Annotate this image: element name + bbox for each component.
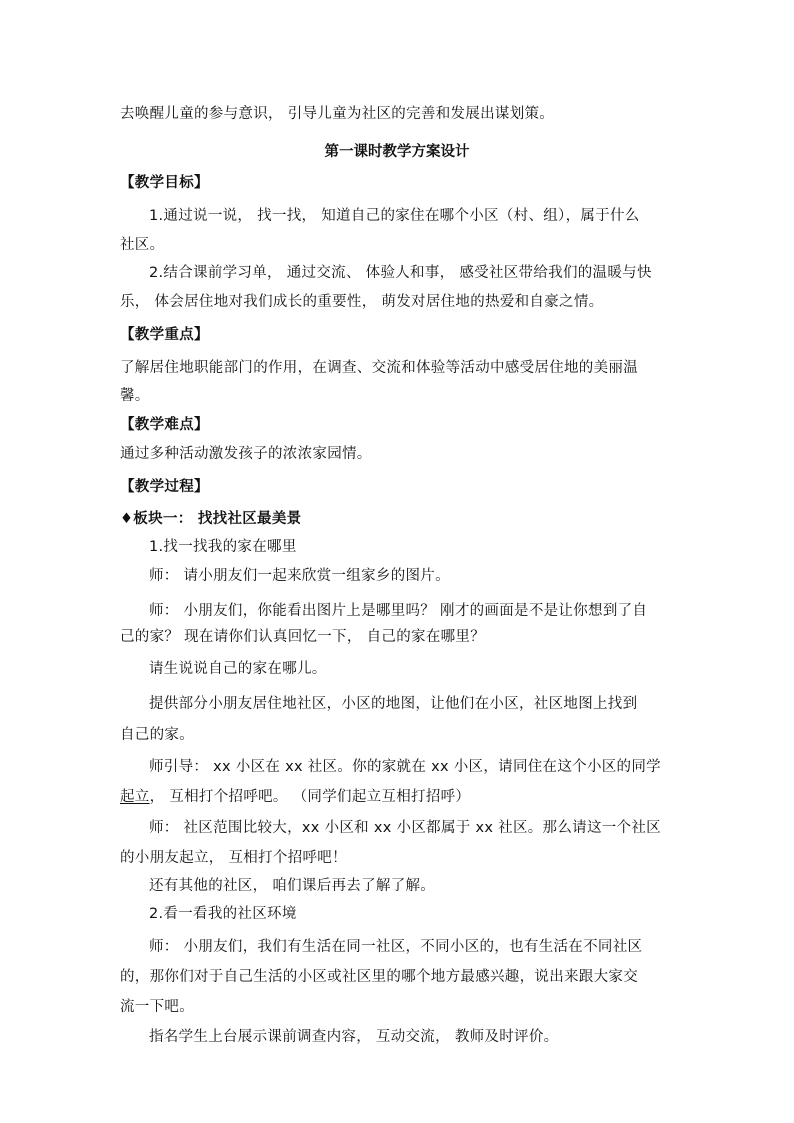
teacher-line-6c: 流一下吧。 [120, 999, 194, 1015]
teacher-guide-line-2 [120, 787, 470, 807]
teacher-line-6b: 的，那你们对于自己生活的小区或社区里的哪个地方最感兴趣，说出来跟大家交 [120, 969, 638, 985]
step-2-title: 2.看一看我的社区环境 [149, 906, 297, 922]
teacher-line-2b: 己的家？ 现在请你们认真回忆一下， 自己的家在哪里？ [120, 629, 486, 645]
teacher-guide-line-2-rest: ， 互相打个招呼吧。 （同学们起立互相打招呼） [149, 789, 471, 805]
teacher-line-6a: 师： 小朋友们，我们有生活在同一社区，不同小区的，也有生活在不同社区 [149, 939, 643, 955]
goal-1-line-2: 社区。 [120, 237, 165, 253]
difficulties-line-1: 通过多种活动激发孩子的浓浓家园情。 [120, 446, 372, 462]
teacher-line-2a: 师： 小朋友们，你能看出图片上是哪里吗？ 刚才的画面是不是让你想到了自 [149, 603, 648, 619]
teacher-guide-line-1: 师引导： xx 小区在 xx 社区。你的家就在 xx 小区，请同住在这个小区的同学 [149, 759, 661, 775]
key-points-line-1: 了解居住地职能部门的作用，在调查、交流和体验等活动中感受居住地的美丽温 [120, 360, 638, 376]
student-line-1: 请生说说自己的家在哪儿。 [149, 661, 327, 677]
process-heading: 【教学过程】 [120, 479, 209, 495]
presentation-line: 指名学生上台展示课前调查内容， 互动交流， 教师及时评价。 [149, 1029, 559, 1045]
stand-up-underlined: 起立 [120, 789, 150, 805]
provide-line-2: 自己的家。 [120, 727, 194, 743]
difficulties-heading: 【教学难点】 [120, 417, 209, 433]
lesson-title: 第一课时教学方案设计 [324, 144, 470, 160]
provide-line-1: 提供部分小朋友居住地社区，小区的地图，让他们在小区，社区地图上找到 [149, 696, 638, 712]
goals-heading: 【教学目标】 [120, 175, 209, 191]
teacher-line-1: 师： 请小朋友们一起来欣赏一组家乡的图片。 [149, 568, 450, 584]
goal-2-line-1: 2.结合课前学习单， 通过交流、 体验人和事， 感受社区带给我们的温暖与快 [149, 265, 652, 281]
intro-line: 去唤醒儿童的参与意识， 引导儿童为社区的完善和发展出谋划策。 [120, 106, 555, 122]
goal-1-line-1: 1.通过说一说， 找一找， 知道自己的家住在哪个小区（村、组），属于什么 [149, 208, 640, 224]
goal-2-line-2: 乐， 体会居住地对我们成长的重要性， 萌发对居住地的热爱和自豪之情。 [120, 294, 604, 310]
other-community-line: 还有其他的社区， 咱们课后再去了解了解。 [149, 878, 436, 894]
teacher-line-4b: 的小朋友起立， 互相打个招呼吧！ [120, 850, 347, 866]
step-1-title: 1.找一找我的家在哪里 [149, 539, 297, 555]
key-points-heading: 【教学重点】 [120, 327, 209, 343]
block-one-title: ♦板块一： 找找社区最美景 [120, 511, 302, 527]
key-points-line-2: 馨。 [120, 388, 150, 404]
teacher-line-4a: 师： 社区范围比较大，xx 小区和 xx 小区都属于 xx 社区。那么请这一个社区 [149, 820, 661, 836]
